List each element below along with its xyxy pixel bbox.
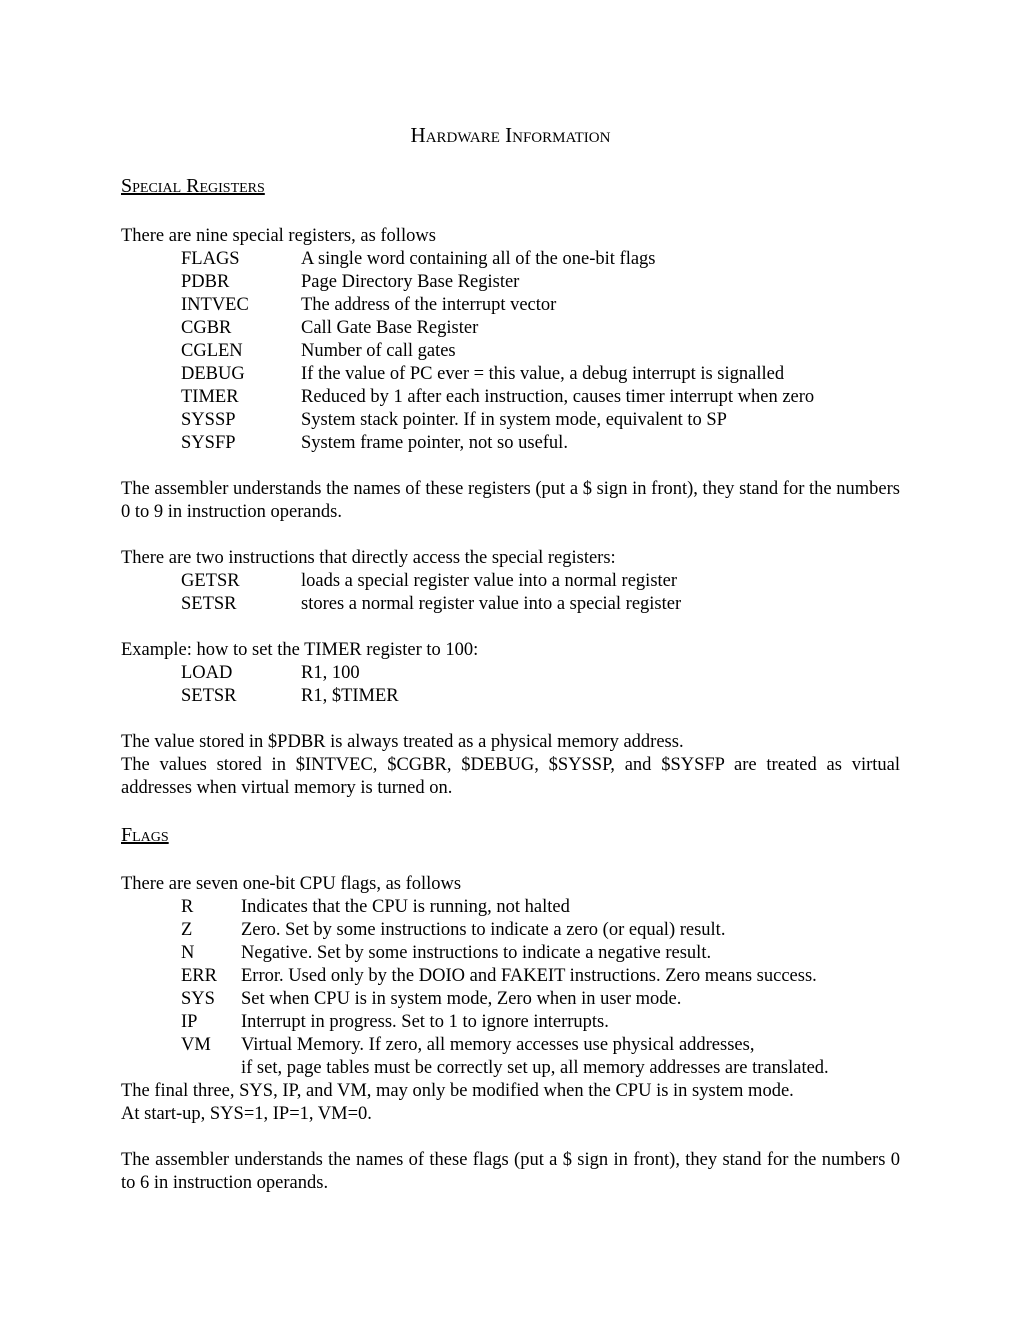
instruction-desc: loads a special register value into a normal register <box>301 571 678 591</box>
flags-assembler-note: The assembler understands the names of these flags (put a $ sign in front), they stand for the numbers 0 to 6 in instruction operands. <box>121 1150 900 1193</box>
flag-name: R <box>181 897 194 917</box>
example-intro: Example: how to set the TIMER register to 100: <box>121 640 479 660</box>
example-op: LOAD <box>181 663 233 683</box>
register-desc: The address of the interrupt vector <box>301 295 557 315</box>
register-name: PDBR <box>181 272 230 292</box>
flag-desc: Set when CPU is in system mode, Zero when in user mode. <box>241 989 682 1009</box>
flag-name: IP <box>181 1012 198 1032</box>
instructions-intro: There are two instructions that directly access the special registers: <box>121 548 616 568</box>
flag-name: Z <box>181 920 193 940</box>
flag-name: N <box>181 943 195 963</box>
flags-heading: Flags <box>121 824 169 846</box>
page-title: Hardware Information <box>410 123 611 147</box>
virtual-address-note: The values stored in $INTVEC, $CGBR, $DEBUG, $SYSSP, and $SYSFP are treated as virtual addresses when virtual memory is turned on. <box>121 755 900 798</box>
register-name: INTVEC <box>181 295 249 315</box>
flag-desc: Interrupt in progress. Set to 1 to ignore interrupts. <box>241 1012 609 1032</box>
flag-desc: Indicates that the CPU is running, not halted <box>241 897 570 917</box>
register-desc: Page Directory Base Register <box>301 272 520 292</box>
special-registers-intro: There are nine special registers, as follows <box>121 226 436 246</box>
registers-assembler-note: The assembler understands the names of these registers (put a $ sign in front), they stand for the numbers 0 to 9 in instruction operands. <box>121 479 900 522</box>
example-args: R1, 100 <box>301 663 360 683</box>
example-args: R1, $TIMER <box>301 686 399 706</box>
example-op: SETSR <box>181 686 237 706</box>
register-name: CGBR <box>181 318 232 338</box>
special-registers-heading: Special Registers <box>121 175 265 197</box>
register-desc: System frame pointer, not so useful. <box>301 433 568 453</box>
flag-desc: Zero. Set by some instructions to indicate a zero (or equal) result. <box>241 920 726 940</box>
flag-name: SYS <box>181 989 215 1009</box>
register-desc: Number of call gates <box>301 341 456 361</box>
flag-desc: Virtual Memory. If zero, all memory accesses use physical addresses, <box>241 1035 755 1055</box>
register-name: FLAGS <box>181 249 240 269</box>
register-name: SYSSP <box>181 410 236 430</box>
flag-desc: Error. Used only by the DOIO and FAKEIT instructions. Zero means success. <box>241 966 817 986</box>
flag-name: VM <box>181 1035 211 1055</box>
flag-name: ERR <box>181 966 217 986</box>
vm-flag-continuation: if set, page tables must be correctly set up, all memory addresses are translated. <box>241 1058 829 1078</box>
register-desc: Reduced by 1 after each instruction, causes timer interrupt when zero <box>301 387 815 407</box>
system-mode-note: The final three, SYS, IP, and VM, may only be modified when the CPU is in system mode. <box>121 1081 794 1101</box>
register-desc: If the value of PC ever = this value, a debug interrupt is signalled <box>301 364 785 384</box>
instruction-name: GETSR <box>181 571 240 591</box>
instruction-desc: stores a normal register value into a special register <box>301 594 682 614</box>
register-name: DEBUG <box>181 364 245 384</box>
flag-desc: Negative. Set by some instructions to indicate a negative result. <box>241 943 712 963</box>
register-desc: A single word containing all of the one-bit flags <box>301 249 656 269</box>
register-name: SYSFP <box>181 433 236 453</box>
flags-intro: There are seven one-bit CPU flags, as follows <box>121 874 462 894</box>
instruction-name: SETSR <box>181 594 237 614</box>
register-desc: System stack pointer. If in system mode, equivalent to SP <box>301 410 727 430</box>
pdbr-note: The value stored in $PDBR is always treated as a physical memory address. <box>121 732 684 752</box>
register-desc: Call Gate Base Register <box>301 318 479 338</box>
register-name: CGLEN <box>181 341 243 361</box>
register-name: TIMER <box>181 387 239 407</box>
startup-note: At start-up, SYS=1, IP=1, VM=0. <box>121 1104 372 1124</box>
